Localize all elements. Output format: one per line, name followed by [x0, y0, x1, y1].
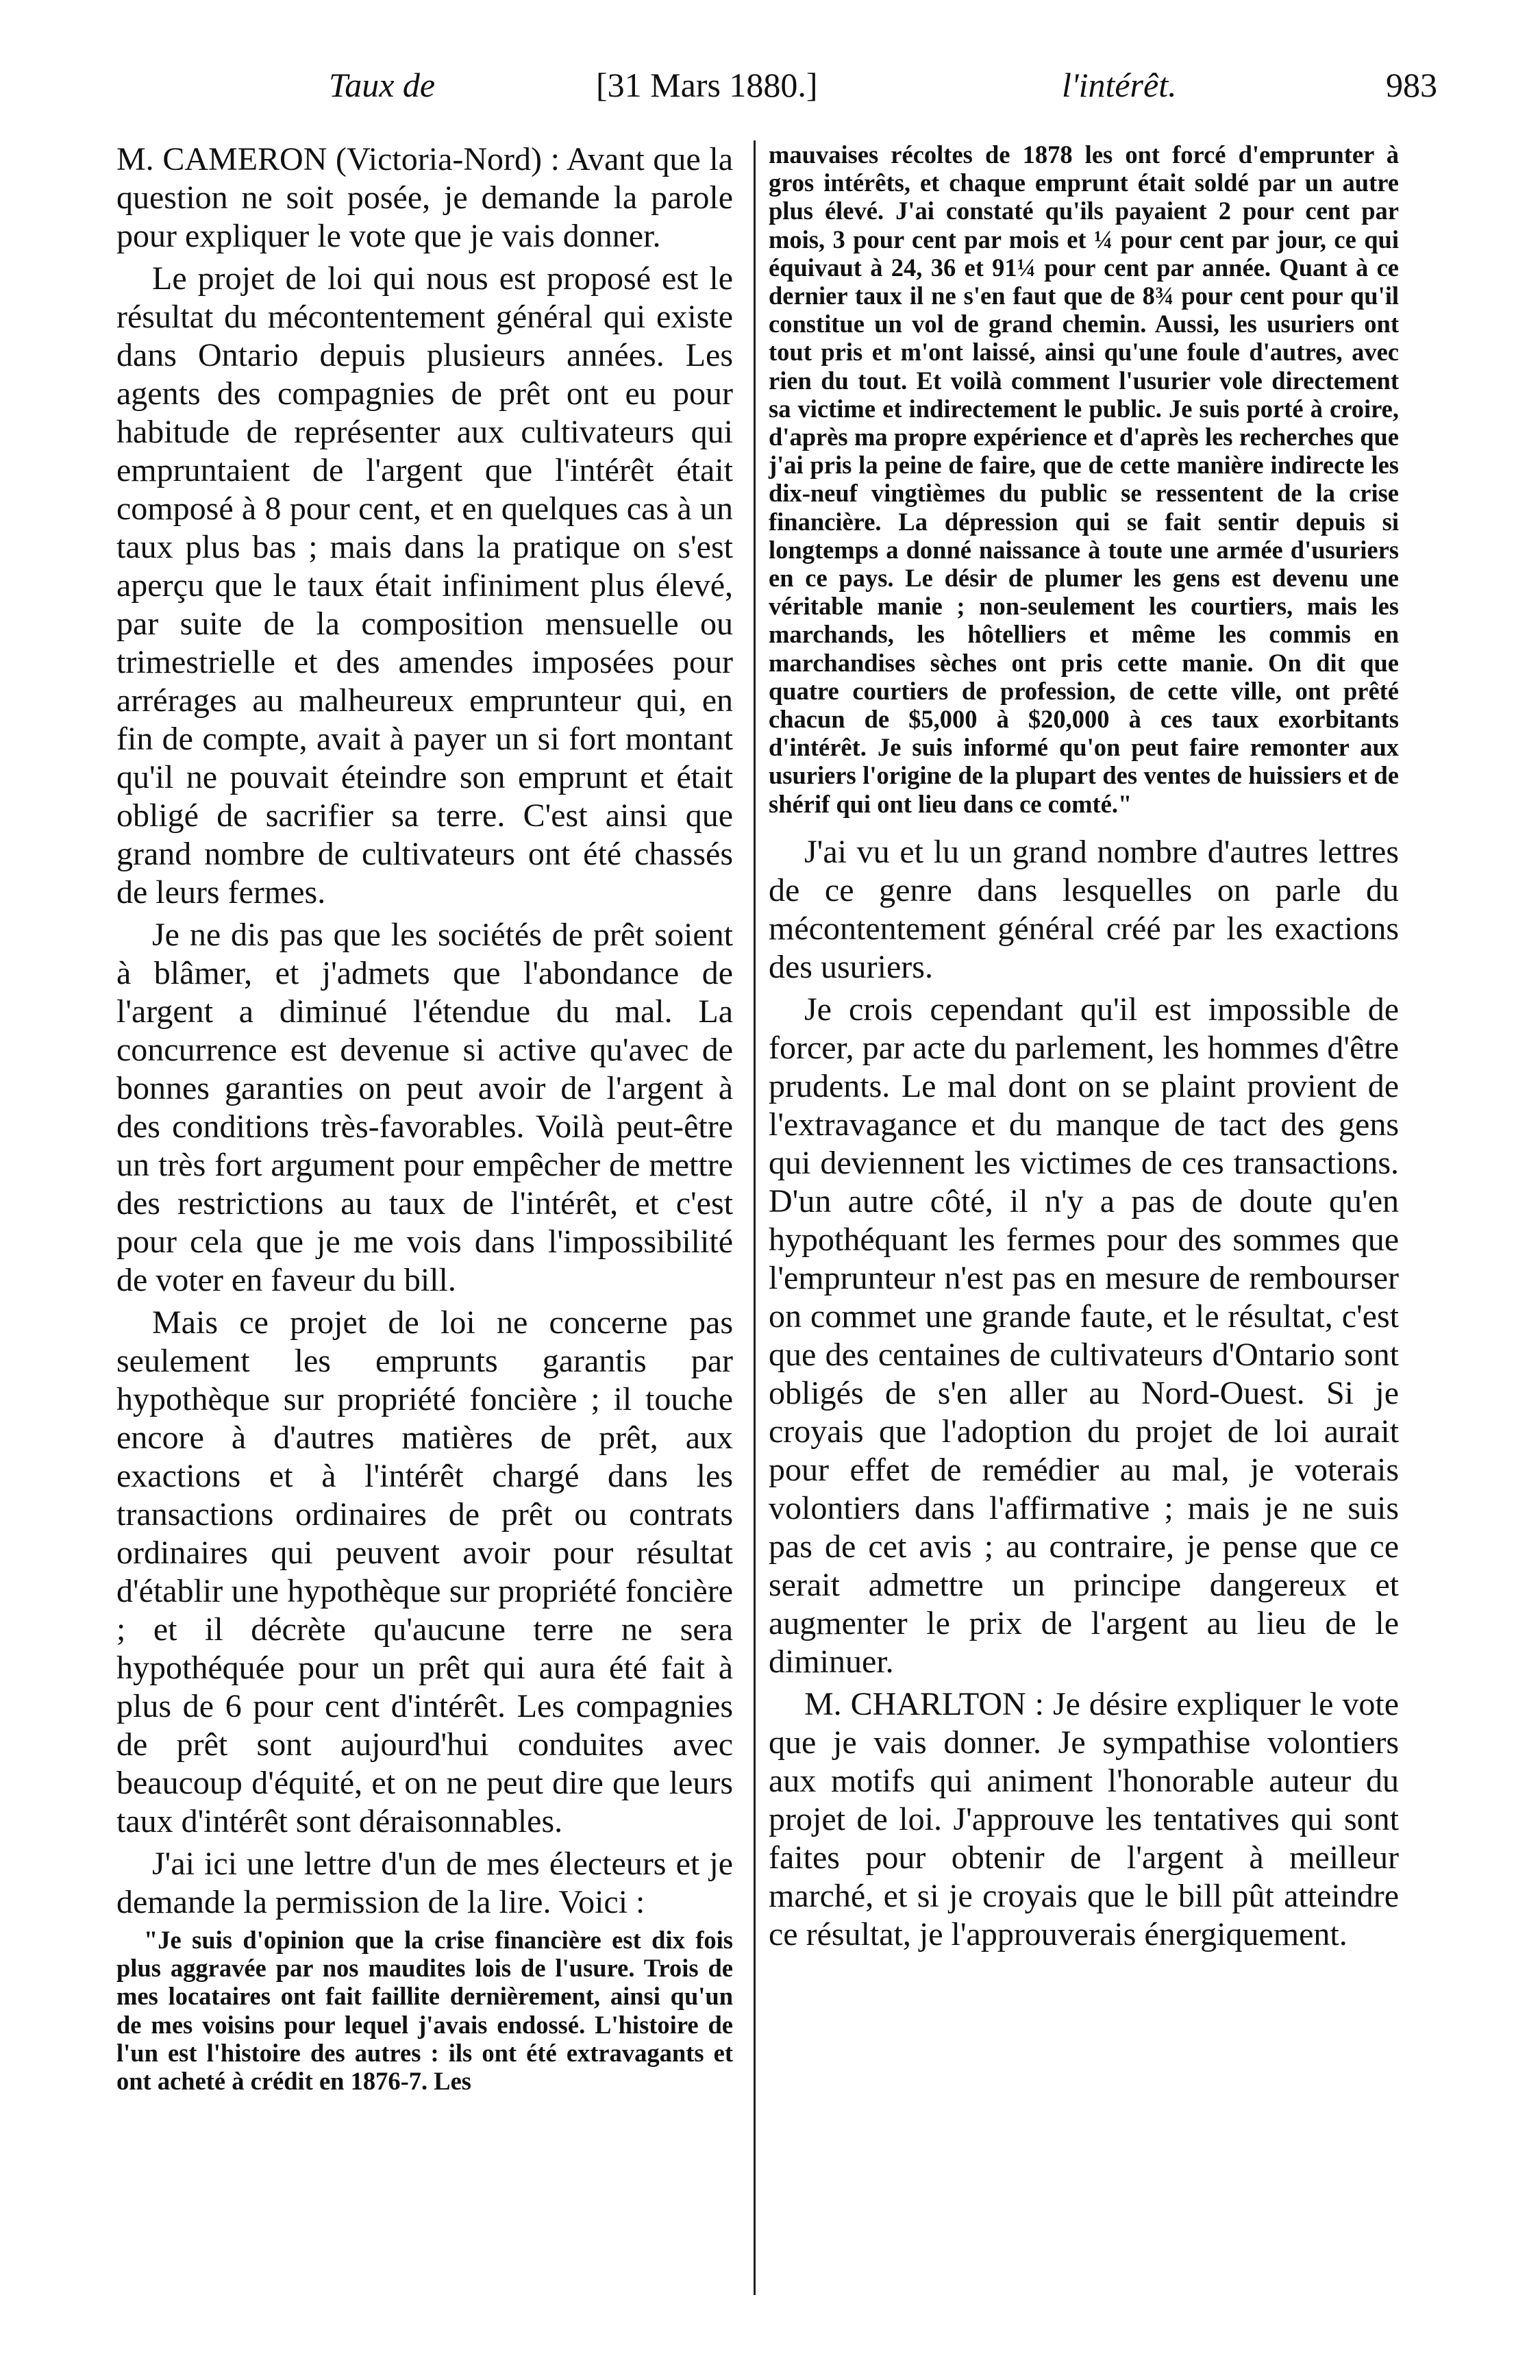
page-number: 983	[1386, 66, 1437, 104]
header-date: [31 Mars 1880.]	[596, 66, 818, 104]
left-paragraph: J'ai ici une lettre d'un de mes électeurs et je demande la permission de la lire. Voici :	[116, 1846, 733, 1920]
column-divider	[754, 140, 756, 2295]
left-paragraph: Le projet de loi qui nous est proposé est le résultat du mécontentement général qui existe dans Ontario depuis plusieurs années. Les agents des compagnies de prêt ont eu pour habitude de représenter aux cultivateurs qui empruntaient de l'argent que l'intérêt était composé à 8 pour cent, et en quelques cas à un taux plus bas ; mais dans la pratique on s'est aperçu que le taux était infiniment plus élevé, par suite de la composition mensuelle ou trimestrielle et des amendes imposées pour arrérages au malheureux emprunteur qui, en fin de compte, avait à payer un si fort montant qu'il ne pouvait éteindre son emprunt et était obligé de sacrifier sa terre. C'est ainsi que grand nombre de cultivateurs ont été chassés de leurs fermes.	[116, 260, 733, 910]
right-column	[769, 140, 1399, 1958]
header-left: Taux de	[329, 66, 436, 104]
left-quote-paragraph: "Je suis d'opinion que la crise financière est dix fois plus aggravée par nos maudites lois de l'usure. Trois de mes locataires ont fait faillite dernièrement, ainsi qu'un de mes voisins pour lequel j'avais endossé. L'histoire de l'un est l'histoire des autres : ils ont été extravagants et ont acheté à crédit en 1876-7. Les	[116, 1926, 733, 2096]
right-paragraph: J'ai vu et lu un grand nombre d'autres lettres de ce genre dans lesquelles on parle du mécontentement général créé par les exactions des usuriers.	[769, 833, 1399, 985]
left-paragraph: Mais ce projet de loi ne concerne pas seulement les emprunts garantis par hypothèque sur propriété foncière ; il touche encore à d'autres matières de prêt, aux exactions et à l'intérêt chargé dans les transactions ordinaires de prêt ou contrats ordinaires qui peuvent avoir pour résultat d'établir une hypothèque sur propriété foncière ; et il décrète qu'aucune terre ne sera hypothéquée pour un prêt qui aura été fait à plus de 6 pour cent d'intérêt. Les compagnies de prêt sont aujourd'hui conduites avec beaucoup d'équité, et on ne peut dire que leurs taux d'intérêt sont déraisonnables.	[116, 1304, 733, 1839]
right-quote-paragraph: mauvaises récoltes de 1878 les ont forcé d'emprunter à gros intérêts, et chaque emprunt était soldé par un autre plus élevé. J'ai constaté qu'ils payaient 2 pour cent par mois, 3 pour cent par mois et ¼ pour cent par jour, ce qui équivaut à 24, 36 et 91¼ pour cent par année. Quant à ce dernier taux il ne s'en faut que de 8¾ pour cent pour qu'il constitue un vol de grand chemin. Aussi, les usuriers ont tout pris et m'ont laissé, ainsi qu'une foule d'autres, avec rien du tout. Et voilà comment l'usurier vole directement sa victime et indirectement le public. Je suis porté à croire, d'après ma propre expérience et d'après les recherches que j'ai pris la peine de faire, que de cette manière indirecte les dix-neuf vingtièmes du public se ressentent de la crise financière. La dépression qui se fait sentir depuis si longtemps a donné naissance à toute une armée d'usuriers en ce pays. Le désir de plumer les gens est devenu une véritable manie ; non-seulement les courtiers, mais les marchands, les hôtelliers et même les commis en marchandises sèches ont pris cette manie. On dit que quatre courtiers de profession, de cette ville, ont prêté chacun de $5,000 à $20,000 à ces taux exorbitants d'intérêt. Je suis informé qu'on peut faire remonter aux usuriers l'origine de la plupart des ventes de huissiers et de shérif qui ont lieu dans ce comté."	[769, 140, 1399, 818]
right-paragraph: Je crois cependant qu'il est impossible de forcer, par acte du parlement, les hommes d'être prudents. Le mal dont on se plaint provient de l'extravagance et du manque de tact des gens qui deviennent les victimes de ces transactions. D'un autre côté, il n'y a pas de doute qu'en hypothéquant les fermes pour des sommes que l'emprunteur n'est pas en mesure de rembourser on commet une grande faute, et le résultat, c'est que des centaines de cultivateurs d'Ontario sont obligés de s'en aller au Nord-Ouest. Si je croyais que l'adoption du projet de loi aurait pour effet de remédier au mal, je voterais volontiers dans l'affirmative ; mais je ne suis pas de cet avis ; au contraire, je pense que ce serait admettre un principe dangereux et augmenter le prix de l'argent au lieu de le diminuer.	[769, 991, 1399, 1680]
running-header	[103, 65, 1437, 120]
left-column	[116, 140, 733, 2095]
right-paragraph: M. CHARLTON : Je désire expliquer le vote que je vais donner. Je sympathise volontiers aux motifs qui animent l'honorable auteur du projet de loi. J'approuve les tentatives qui sont faites pour obtenir de l'argent à meilleur marché, et si je croyais que le bill pût atteindre ce résultat, je l'approuverais énergiquement.	[769, 1685, 1399, 1953]
left-paragraph: Je ne dis pas que les sociétés de prêt soient à blâmer, et j'admets que l'abondance de l'argent a diminué l'étendue du mal. La concurrence est devenue si active qu'avec de bonnes garanties on peut avoir de l'argent à des conditions très-favorables. Voilà peut-être un très fort argument pour empêcher de mettre des restrictions au taux de l'intérêt, et c'est pour cela que je me vois dans l'impossibilité de voter en faveur du bill.	[116, 917, 733, 1298]
left-paragraph: M. CAMERON (Victoria-Nord) : Avant que la question ne soit posée, je demande la parole pour expliquer le vote que je vais donner.	[116, 141, 733, 254]
paragraph-gap	[769, 818, 1399, 833]
header-right: l'intérêt.	[1062, 66, 1177, 104]
